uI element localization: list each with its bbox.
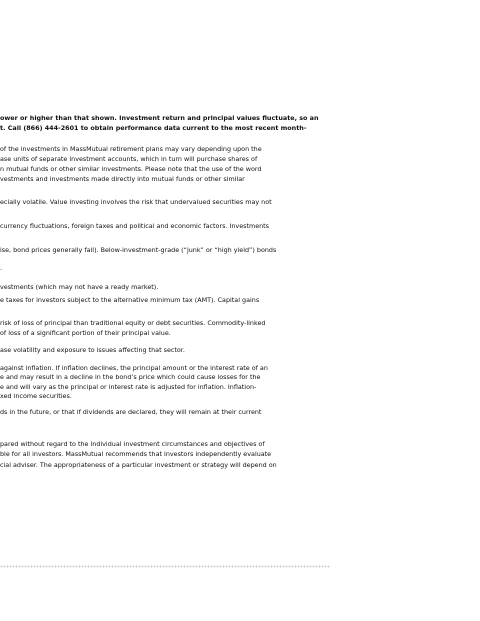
disclosure-line: e taxes for investors subject to the alternative minimum tax (AMT). Capital gains [0,296,260,304]
disclosure-line: n mutual funds or other similar investments. Please note that the use of the word [0,165,262,173]
disclosure-line: ise, bond prices generally fall). Below-investment-grade (“junk” or “high yield”) bonds [0,246,277,254]
disclosure-line: against inflation. If inflation declines, the principal amount or the interest rate of an [0,364,268,372]
disclosure-line: currency fluctuations, foreign taxes and political and economic factors. Investments [0,222,270,230]
performance-notice-line-1: ower or higher than that shown. Investment return and principal values fluctuate, so an [0,114,319,122]
disclosure-line: of the investments in MassMutual retirement plans may vary depending upon the [0,145,262,153]
disclosure-line: . [0,264,3,272]
disclosure-line: e and will vary as the principal or interest rate is adjusted for inflation. Inflation- [0,383,257,391]
disclosure-line: cial adviser. The appropriateness of a particular investment or strategy will depend on [0,461,277,469]
disclosure-line: ase units of separate investment accounts, which in turn will purchase shares of [0,155,258,163]
disclosure-line: ble for all investors. MassMutual recommends that investors independently evaluate [0,450,272,458]
disclosure-line: pared without regard to the individual investment circumstances and objectives of [0,440,265,448]
disclosure-line: ecially volatile. Value investing involves the risk that undervalued securities may not [0,198,272,206]
disclosure-line: of loss of a significant portion of their principal value. [0,329,171,337]
disclosure-line: risk of loss of principal than traditional equity or debt securities. Commodity-linked [0,319,266,327]
disclosure-line: vestments and investments made directly into mutual funds or other similar [0,175,245,183]
disclosure-line: e and may result in a decline in the bond’s price which could cause losses for the [0,373,261,381]
performance-notice-line-2: t. Call (866) 444-2601 to obtain performance data current to the most recent month- [0,124,307,132]
disclosure-line: xed income securities. [0,392,72,400]
footer-dotted-rule [0,565,330,568]
disclosure-line: ds in the future, or that if dividends are declared, they will remain at their current [0,408,262,416]
disclosure-line: ase volatility and exposure to issues affecting that sector. [0,346,185,354]
disclosure-line: vestments (which may not have a ready market). [0,283,159,291]
